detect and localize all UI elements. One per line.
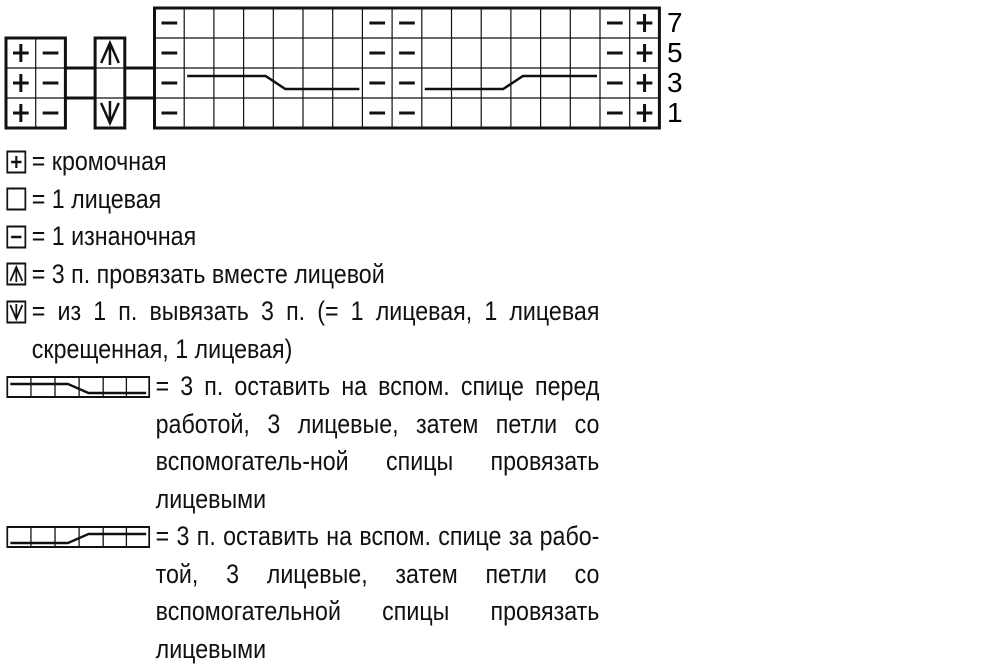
legend-text-cable-front: = 3 п. оставить на вспом. спице перед работой, 3 лицевые, затем петли со вспомогатель-ной спицы провязать лицевыми <box>155 371 600 514</box>
cable-back-icon <box>6 518 150 556</box>
legend-item-cable-front <box>6 368 599 518</box>
row-number-7: 7 <box>667 7 683 38</box>
k3tog-icon <box>6 256 27 294</box>
legend-item-edge <box>6 143 599 181</box>
legend-item-knit <box>6 181 599 219</box>
legend-text-cable-back: = 3 п. оставить на вспом. спице за рабо-той, 3 лицевые, затем петли со вспомогательной спицы провязать лицевыми <box>155 521 600 664</box>
legend-text-k3tog: = 3 п. провязать вместе лицевой <box>31 258 385 289</box>
legend-text-purl: = 1 изнаночная <box>31 221 197 251</box>
chart-grid <box>6 8 659 128</box>
row-number-5: 5 <box>667 37 683 68</box>
legend-item-purl <box>6 218 599 256</box>
knitting-chart <box>0 0 700 140</box>
legend-item-cable-back <box>6 518 599 668</box>
legend-text-edge: = кромочная <box>31 146 167 176</box>
legend-item-inc3 <box>6 293 599 368</box>
cable-front-icon <box>6 368 150 406</box>
row-number-3: 3 <box>667 67 683 98</box>
legend-item-k3tog <box>6 256 599 294</box>
row-number-1: 1 <box>667 97 683 128</box>
inc3-icon <box>6 293 27 331</box>
knit-icon <box>6 181 27 219</box>
purl-icon <box>6 218 27 256</box>
legend <box>6 143 599 668</box>
legend-text-inc3: = из 1 п. вывязать 3 п. (= 1 лицевая, 1 лицевая скрещенная, 1 лицевая) <box>31 296 600 364</box>
edge-stitch-icon <box>6 143 27 181</box>
legend-text-knit: = 1 лицевая <box>31 183 162 214</box>
